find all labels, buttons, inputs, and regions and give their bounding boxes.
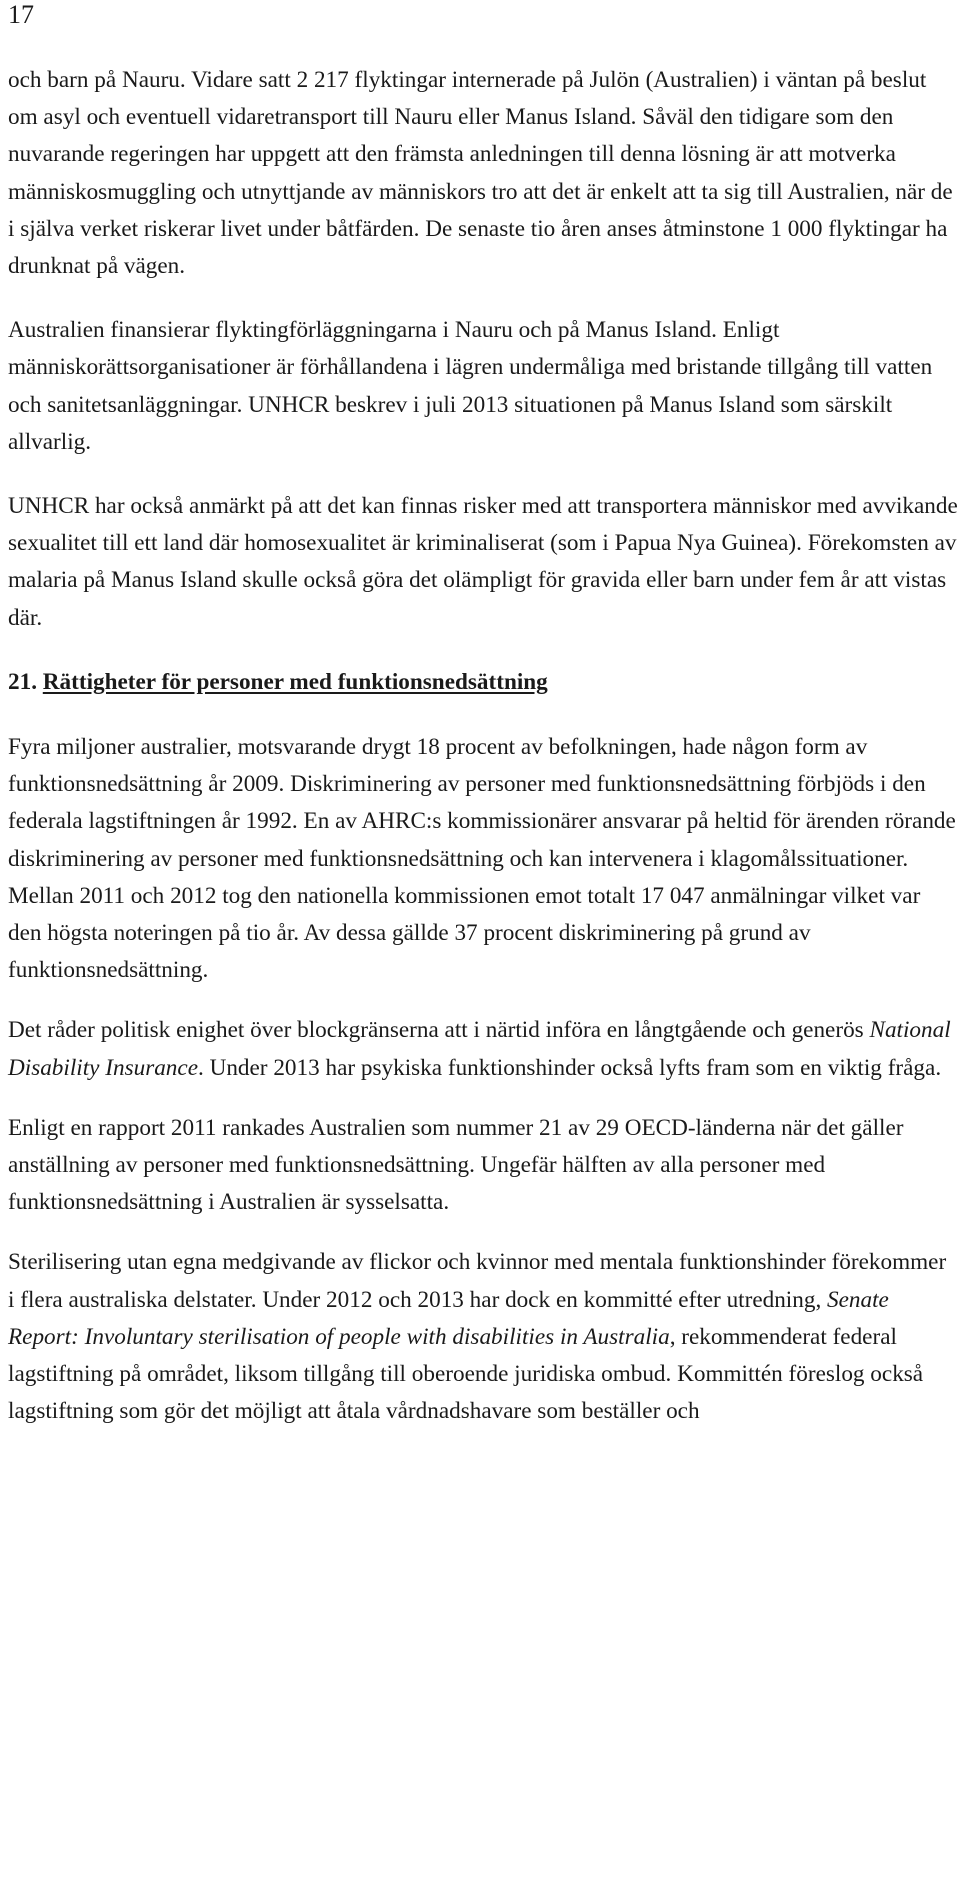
- section-heading: [8, 664, 958, 701]
- page-number: 17: [8, 0, 34, 29]
- italic-title: Senate Report: Involuntary sterilisation of people with disabilities in Australia: [8, 1286, 889, 1350]
- paragraph-refugee-facilities: Australien finansierar flyktingförläggningarna i Nauru och på Manus Island. Enligt människorättsorganisationer är förhållandena i lägren undermåliga med bristande tillgång till vatten och sanitetsanläggningar. UNHCR beskrev i juli 2013 situationen på Manus Island som särskilt allvarlig.: [8, 317, 933, 455]
- paragraph-unhcr-concerns: UNHCR har också anmärkt på att det kan finnas risker med att transportera människor med avvikande sexualitet till ett land där homosexualitet är kriminaliserat (som i Papua Nya Guinea). Förekomsten av malaria på Manus Island skulle också göra det olämpligt för gravida eller barn under fem år att vistas där.: [8, 493, 958, 631]
- document-body: [8, 62, 958, 1454]
- paragraph-text: , rekommenderat federal lagstiftning på området, liksom tillgång till oberoende juridiska ombud. Kommittén föreslog också lagstiftning som gör det möjligt att åtala vårdnadshavare som beställer och: [8, 1323, 924, 1425]
- paragraph-nauru-detention: och barn på Nauru. Vidare satt 2 217 flyktingar internerade på Julön (Australien) i väntan på beslut om asyl och eventuell vidaretransport till Nauru eller Manus Island. Såväl den tidigare som den nuvarande regeringen har uppgett att den främsta anledningen till denna lösning är att motverka människosmuggling och utnyttjande av människors tro att det är enkelt att ta sig till Australien, när de i själva verket riskerar livet under båtfärden. De senaste tio åren anses åtminstone 1 000 flyktingar ha drunknat på vägen.: [8, 67, 953, 280]
- paragraph-text: Sterilisering utan egna medgivande av flickor och kvinnor med mentala funktionshinder förekommer i flera australiska delstater. Under 2012 och 2013 har dock en kommitté efter utredning,: [8, 1249, 947, 1313]
- paragraph-disability-statistics: Fyra miljoner australier, motsvarande drygt 18 procent av befolkningen, hade någon form av funktionsnedsättning år 2009. Diskriminering av personer med funktionsnedsättning förbjöds i den federala lagstiftningen år 1992. En av AHRC:s kommissionärer ansvarar på heltid för ärenden rörande diskriminering av personer med funktionsnedsättning och kan intervenera i klagomålssituationer. Mellan 2011 och 2012 tog den nationella kommissionen emot totalt 17 047 anmälningar vilket var den högsta noteringen på tio år. Av dessa gällde 37 procent diskriminering på grund av funktionsnedsättning.: [8, 734, 956, 984]
- paragraph-sterilisation: [8, 1244, 958, 1430]
- italic-title: National Disability Insurance: [8, 1017, 951, 1081]
- paragraph-disability-insurance: [8, 1012, 958, 1086]
- section-number: 21.: [8, 668, 37, 695]
- section-title: Rättigheter för personer med funktionsnedsättning: [42, 668, 548, 695]
- paragraph-text: . Under 2013 har psykiska funktionshinder också lyfts fram som en viktig fråga.: [197, 1054, 942, 1081]
- paragraph-oecd-ranking: Enligt en rapport 2011 rankades Australien som nummer 21 av 29 OECD-länderna när det gäller anställning av personer med funktionsnedsättning. Ungefär hälften av alla personer med funktionsnedsättning i Australien är sysselsatta.: [8, 1114, 904, 1216]
- paragraph-text: Det råder politisk enighet över blockgränserna att i närtid införa en långtgående och generös: [8, 1017, 870, 1044]
